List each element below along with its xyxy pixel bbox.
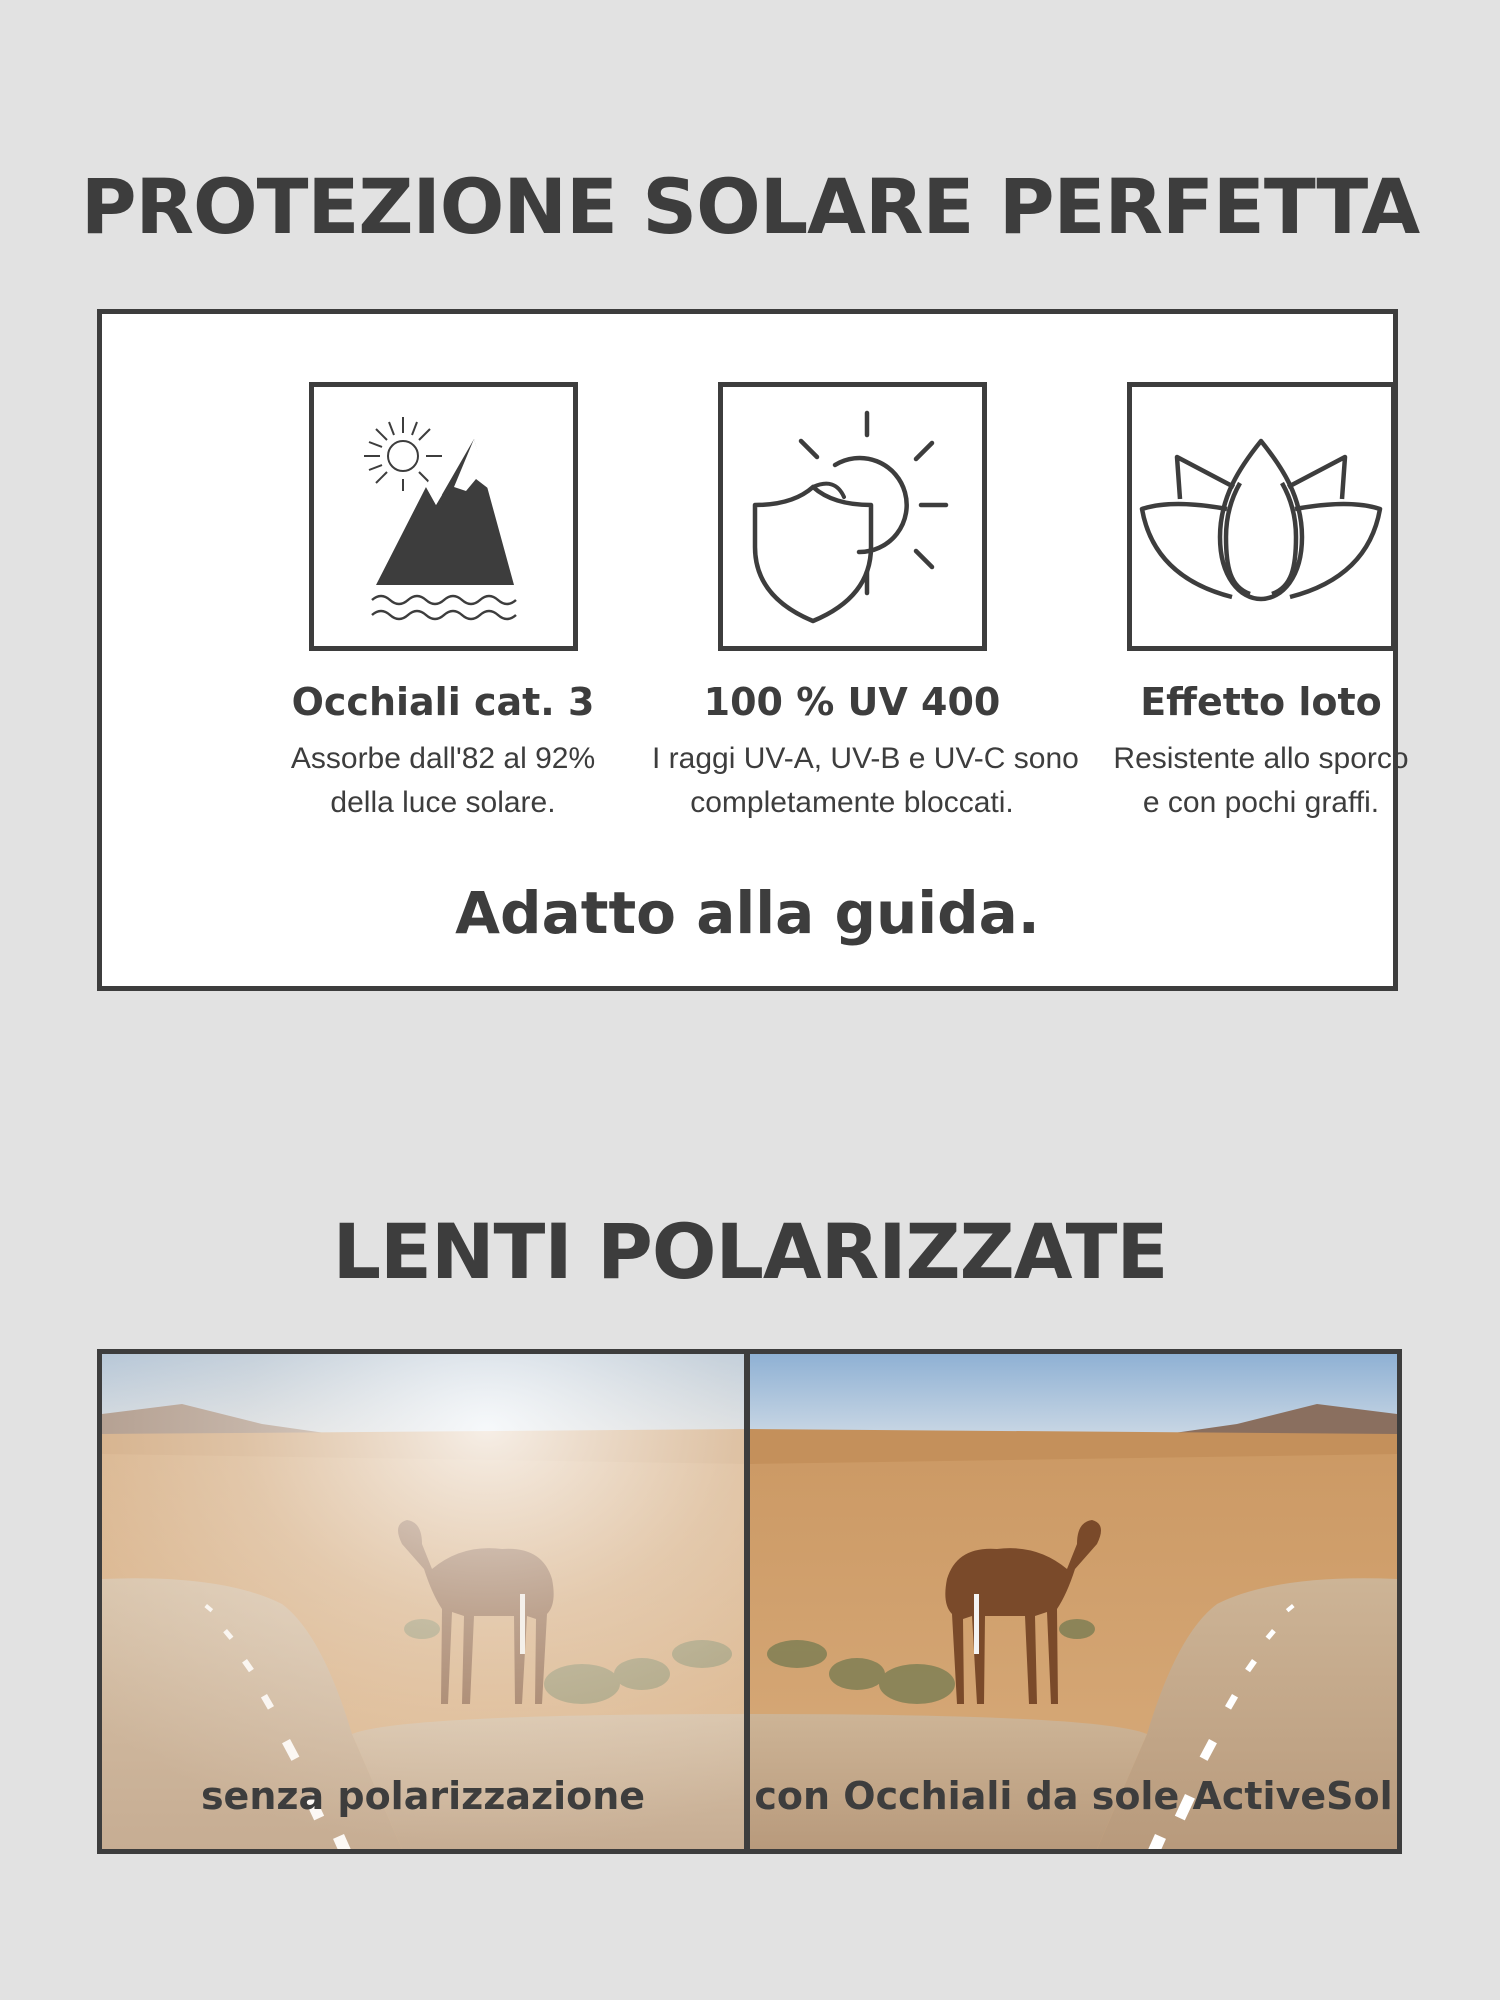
feature-description-line: Assorbe dall'82 al 92% bbox=[290, 742, 596, 775]
feature-title: Effetto loto bbox=[1140, 680, 1382, 724]
icon-box bbox=[718, 382, 987, 651]
feature-title: 100 % UV 400 bbox=[703, 680, 1001, 724]
polarized-heading: LENTI POLARIZZATE bbox=[332, 1207, 1168, 1296]
features-panel bbox=[97, 309, 1409, 991]
feature-description bbox=[243, 737, 643, 825]
icon-box bbox=[309, 382, 578, 651]
feature-lotus-effect bbox=[1061, 382, 1461, 825]
feature-description-line: completamente bloccati. bbox=[690, 786, 1014, 819]
feature-description-line: e con pochi graffi. bbox=[1142, 786, 1380, 819]
icon-box bbox=[1127, 382, 1396, 651]
feature-uv400 bbox=[652, 382, 1079, 825]
feature-description-line: I raggi UV-A, UV-B e UV-C sono bbox=[652, 742, 1079, 775]
main-heading: PROTEZIONE SOLARE PERFETTA bbox=[80, 162, 1420, 251]
sun-mountain-waves-icon bbox=[314, 387, 573, 646]
feature-description-line: Resistente allo sporco bbox=[1113, 742, 1409, 775]
feature-description-line: della luce solare. bbox=[330, 786, 556, 819]
shield-sun-icon bbox=[723, 387, 982, 646]
caption-without-polarization: senza polarizzazione bbox=[200, 1774, 646, 1818]
feature-description bbox=[652, 737, 1079, 825]
caption-with-activesol: con Occhiali da sole ActiveSol bbox=[754, 1774, 1393, 1818]
feature-description bbox=[1061, 737, 1461, 825]
feature-title: Occhiali cat. 3 bbox=[291, 680, 595, 724]
feature-category-3 bbox=[243, 382, 643, 825]
lotus-icon bbox=[1132, 387, 1391, 646]
driving-suitable-note: Adatto alla guida. bbox=[455, 879, 1040, 947]
polarization-comparison bbox=[97, 1349, 1402, 1854]
